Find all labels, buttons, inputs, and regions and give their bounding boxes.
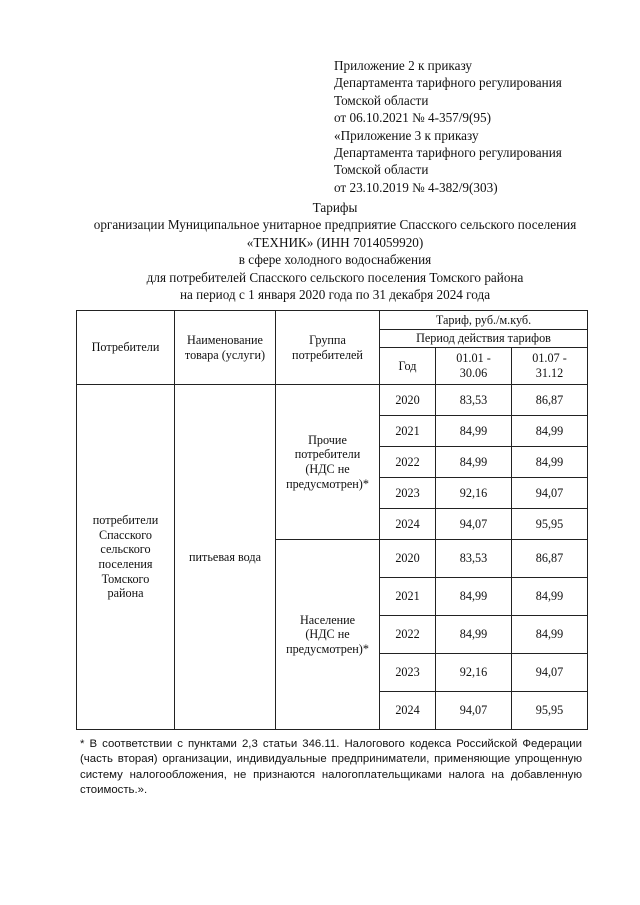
appendix-line: Департамента тарифного регулирования [334,145,562,161]
year-cell: 2023 [380,654,436,692]
year-cell: 2022 [380,616,436,654]
tariff-cell: 92,16 [436,654,512,692]
tariff-table [76,310,588,730]
year-cell: 2023 [380,478,436,509]
header-half1: 01.01 - 30.06 [436,348,512,385]
tariff-cell: 95,95 [512,692,588,730]
title-line: на период с 1 января 2020 года по 31 декабря 2024 года [179,287,491,303]
year-cell: 2021 [380,578,436,616]
tariff-cell: 95,95 [512,509,588,540]
appendix-line: «Приложение 3 к приказу [334,127,479,143]
title-line: «ТЕХНИК» (ИНН 7014059920) [246,234,424,250]
document-title [40,199,630,303]
tariff-cell: 84,99 [512,578,588,616]
tariff-cell: 84,99 [512,447,588,478]
header-tariff: Тариф, руб./м.куб. [380,311,588,330]
year-cell: 2024 [380,692,436,730]
header-half2: 01.07 - 31.12 [512,348,588,385]
header-consumers: Потребители [77,311,175,385]
appendix-line: от 23.10.2019 № 4-382/9(303) [334,179,498,195]
appendix-line: от 06.10.2021 № 4-357/9(95) [334,110,491,126]
tariff-cell: 84,99 [512,616,588,654]
group-cell: Прочие потребители (НДС не предусмотрен)* [276,385,380,540]
header-goods: Наименование товара (услуги) [175,311,276,385]
tariff-cell: 84,99 [512,416,588,447]
title-line: для потребителей Спасского сельского поселения Томского района [146,269,524,285]
tariff-cell: 84,99 [436,616,512,654]
year-cell: 2020 [380,385,436,416]
year-cell: 2022 [380,447,436,478]
appendix-line: Департамента тарифного регулирования [334,75,562,91]
tariff-cell: 92,16 [436,478,512,509]
table-header-row [77,311,588,330]
appendix-line: Приложение 2 к приказу [334,58,472,73]
year-cell: 2021 [380,416,436,447]
tariff-cell: 94,07 [436,509,512,540]
appendix-header [334,57,624,196]
header-period: Период действия тарифов [380,330,588,348]
group-cell: Население (НДС не предусмотрен)* [276,540,380,730]
appendix-line: Томской области [334,92,429,108]
tariff-cell: 86,87 [512,540,588,578]
year-cell: 2024 [380,509,436,540]
table-row [77,385,588,416]
header-year: Год [380,348,436,385]
footnote: * В соответствии с пунктами 2,3 статьи 346.11. Налогового кодекса Российской Федерации (часть вторая) организации, индивидуальные предприниматели, применяющие упрощенную систему налогообложения, не признаются налогоплательщиками налога на добавленную стоимость.». [80,738,582,796]
tariff-cell: 94,07 [512,654,588,692]
tariff-cell: 86,87 [512,385,588,416]
tariff-cell: 84,99 [436,447,512,478]
header-group: Группа потребителей [276,311,380,385]
tariff-cell: 94,07 [436,692,512,730]
tariff-cell: 84,99 [436,416,512,447]
year-cell: 2020 [380,540,436,578]
title-line: Тарифы [312,200,358,215]
title-line: организации Муниципальное унитарное предприятие Спасского сельского поселения [93,217,577,233]
tariff-cell: 83,53 [436,540,512,578]
goods-cell: питьевая вода [175,385,276,730]
tariff-cell: 94,07 [512,478,588,509]
tariff-cell: 84,99 [436,578,512,616]
title-line: в сфере холодного водоснабжения [238,252,432,268]
appendix-line: Томской области [334,162,429,178]
consumer-cell: потребители Спасского сельского поселения Томского района [77,385,175,730]
tariff-cell: 83,53 [436,385,512,416]
